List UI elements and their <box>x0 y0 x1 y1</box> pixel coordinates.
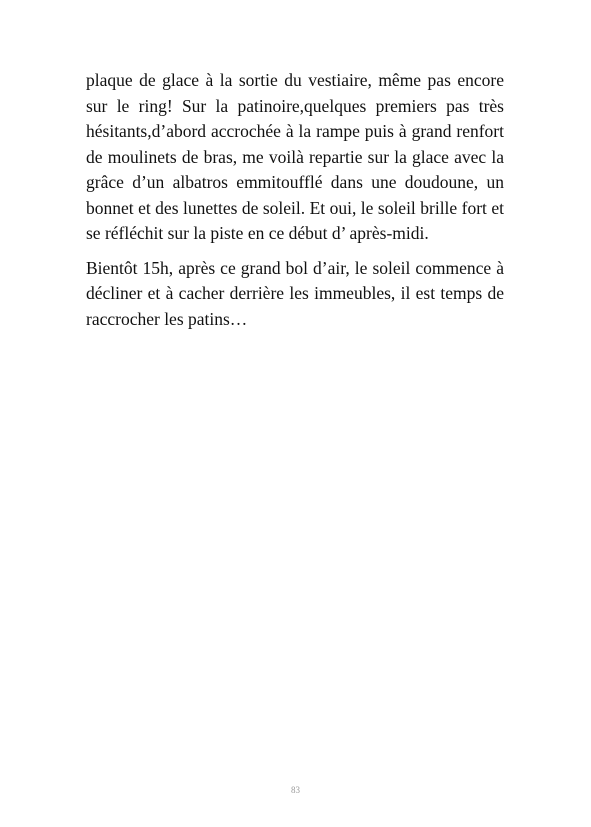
paragraph-1: plaque de glace à la sortie du vestiaire, même pas encore sur le ring! Sur la patinoire,quelques premiers pas très hésitants,d’abord accrochée à la rampe puis à grand renfort de moulinets de bras, me voilà repartie sur la glace avec la grâce d’un albatros emmitoufflé dans une doudoune, un bonnet et des lunettes de soleil. Et oui, le soleil brille fort et se réfléchit sur la piste en ce début d’ après-midi. <box>86 70 504 243</box>
page-number: 83 <box>291 785 300 795</box>
body-text <box>86 68 504 332</box>
paragraph-2: Bientôt 15h, après ce grand bol d’air, le soleil commence à décliner et à cacher derrière les immeubles, il est temps de raccrocher les patins… <box>86 257 504 329</box>
